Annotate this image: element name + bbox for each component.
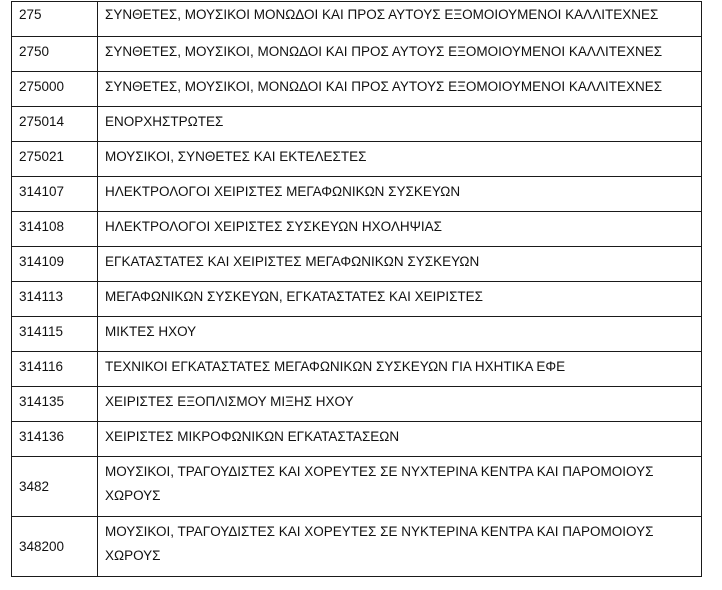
table-row bbox=[12, 317, 702, 352]
code-cell: 314113 bbox=[12, 282, 98, 317]
table-row bbox=[12, 37, 702, 72]
code-cell: 3482 bbox=[12, 457, 98, 517]
code-cell: 2750 bbox=[12, 37, 98, 72]
table-row bbox=[12, 517, 702, 577]
description-cell: ΕΓΚΑΤΑΣΤΑΤΕΣ ΚΑΙ ΧΕΙΡΙΣΤΕΣ ΜΕΓΑΦΩΝΙΚΩΝ ΣΥΣΚΕΥΩΝ bbox=[98, 247, 702, 282]
description-cell: ΜΟΥΣΙΚΟΙ, ΤΡΑΓΟΥΔΙΣΤΕΣ ΚΑΙ ΧΟΡΕΥΤΕΣ ΣΕ ΝΥΚΤΕΡΙΝΑ ΚΕΝΤΡΑ ΚΑΙ ΠΑΡΟΜΟΙΟΥΣ ΧΩΡΟΥΣ bbox=[98, 517, 702, 577]
code-cell: 275 bbox=[12, 2, 98, 37]
table-row bbox=[12, 457, 702, 517]
code-cell: 314136 bbox=[12, 422, 98, 457]
table-row bbox=[12, 72, 702, 107]
code-cell: 275014 bbox=[12, 107, 98, 142]
code-cell: 348200 bbox=[12, 517, 98, 577]
description-cell: ΤΕΧΝΙΚΟΙ ΕΓΚΑΤΑΣΤΑΤΕΣ ΜΕΓΑΦΩΝΙΚΩΝ ΣΥΣΚΕΥΩΝ ΓΙΑ ΗΧΗΤΙΚΑ ΕΦΕ bbox=[98, 352, 702, 387]
description-cell: ΗΛΕΚΤΡΟΛΟΓΟΙ ΧΕΙΡΙΣΤΕΣ ΣΥΣΚΕΥΩΝ ΗΧΟΛΗΨΙΑΣ bbox=[98, 212, 702, 247]
table-row bbox=[12, 177, 702, 212]
description-cell: ΧΕΙΡΙΣΤΕΣ ΕΞΟΠΛΙΣΜΟΥ ΜΙΞΗΣ ΗΧΟΥ bbox=[98, 387, 702, 422]
description-cell: ΗΛΕΚΤΡΟΛΟΓΟΙ ΧΕΙΡΙΣΤΕΣ ΜΕΓΑΦΩΝΙΚΩΝ ΣΥΣΚΕΥΩΝ bbox=[98, 177, 702, 212]
description-cell: ΣΥΝΘΕΤΕΣ, ΜΟΥΣΙΚΟΙ, ΜΟΝΩΔΟΙ ΚΑΙ ΠΡΟΣ ΑΥΤΟΥΣ ΕΞΟΜΟΙΟΥΜΕΝΟΙ ΚΑΛΛΙΤΕΧΝΕΣ bbox=[98, 37, 702, 72]
description-cell: ΜΙΚΤΕΣ ΗΧΟΥ bbox=[98, 317, 702, 352]
table-row bbox=[12, 387, 702, 422]
table-row bbox=[12, 212, 702, 247]
description-cell: ΣΥΝΘΕΤΕΣ, ΜΟΥΣΙΚΟΙ, ΜΟΝΩΔΟΙ ΚΑΙ ΠΡΟΣ ΑΥΤΟΥΣ ΕΞΟΜΟΙΟΥΜΕΝΟΙ ΚΑΛΛΙΤΕΧΝΕΣ bbox=[98, 72, 702, 107]
code-cell: 275021 bbox=[12, 142, 98, 177]
code-cell: 314135 bbox=[12, 387, 98, 422]
code-cell: 314108 bbox=[12, 212, 98, 247]
table-row bbox=[12, 422, 702, 457]
description-cell: ΧΕΙΡΙΣΤΕΣ ΜΙΚΡΟΦΩΝΙΚΩΝ ΕΓΚΑΤΑΣΤΑΣΕΩΝ bbox=[98, 422, 702, 457]
table-row bbox=[12, 352, 702, 387]
description-cell: ΜΟΥΣΙΚΟΙ, ΤΡΑΓΟΥΔΙΣΤΕΣ ΚΑΙ ΧΟΡΕΥΤΕΣ ΣΕ ΝΥΧΤΕΡΙΝΑ ΚΕΝΤΡΑ ΚΑΙ ΠΑΡΟΜΟΙΟΥΣ ΧΩΡΟΥΣ bbox=[98, 457, 702, 517]
description-cell: ΣΥΝΘΕΤΕΣ, ΜΟΥΣΙΚΟΙ ΜΟΝΩΔΟΙ ΚΑΙ ΠΡΟΣ ΑΥΤΟΥΣ ΕΞΟΜΟΙΟΥΜΕΝΟΙ ΚΑΛΛΙΤΕΧΝΕΣ bbox=[98, 2, 702, 37]
code-cell: 314116 bbox=[12, 352, 98, 387]
description-cell: ΜΕΓΑΦΩΝΙΚΩΝ ΣΥΣΚΕΥΩΝ, ΕΓΚΑΤΑΣΤΑΤΕΣ ΚΑΙ ΧΕΙΡΙΣΤΕΣ bbox=[98, 282, 702, 317]
code-cell: 314107 bbox=[12, 177, 98, 212]
description-cell: ΕΝΟΡΧΗΣΤΡΩΤΕΣ bbox=[98, 107, 702, 142]
table-row bbox=[12, 247, 702, 282]
code-cell: 314109 bbox=[12, 247, 98, 282]
table-row bbox=[12, 142, 702, 177]
table-row bbox=[12, 282, 702, 317]
description-cell: ΜΟΥΣΙΚΟΙ, ΣΥΝΘΕΤΕΣ ΚΑΙ ΕΚΤΕΛΕΣΤΕΣ bbox=[98, 142, 702, 177]
occupation-code-table bbox=[11, 1, 702, 577]
table-row bbox=[12, 2, 702, 37]
code-cell: 275000 bbox=[12, 72, 98, 107]
table-row bbox=[12, 107, 702, 142]
code-cell: 314115 bbox=[12, 317, 98, 352]
